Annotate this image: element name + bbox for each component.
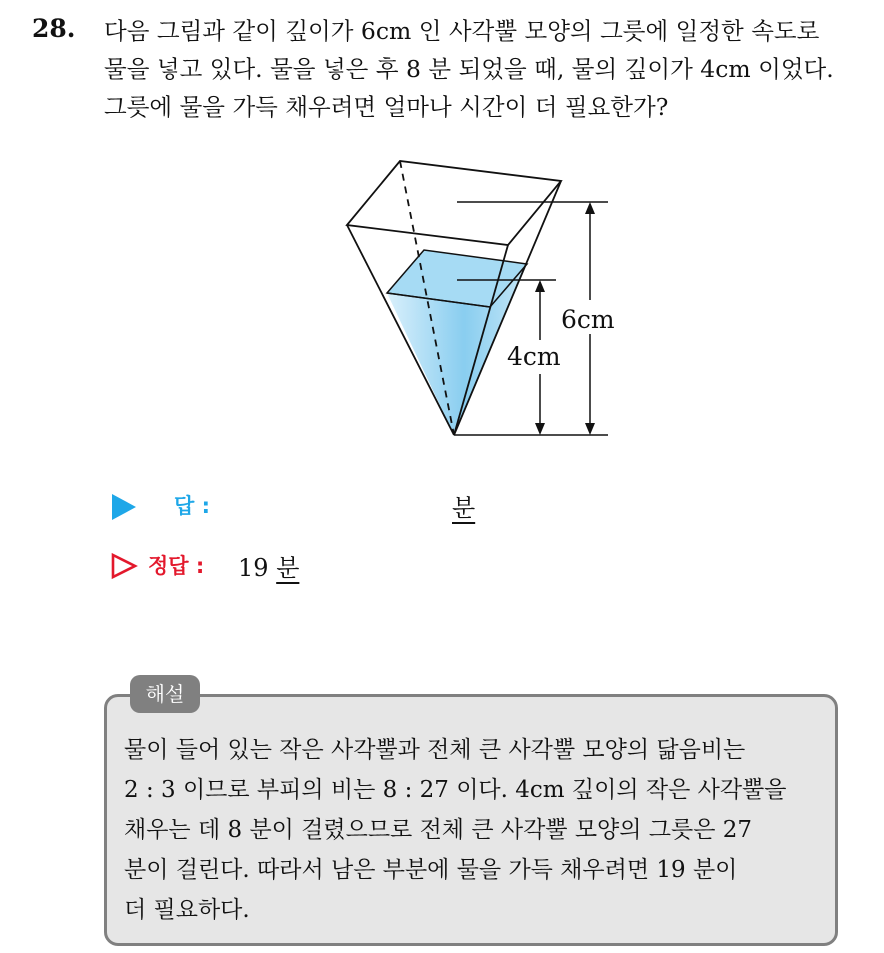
correct-answer-row xyxy=(110,548,530,584)
outline-play-icon xyxy=(110,552,138,580)
answer-unit: 분 xyxy=(452,494,476,522)
explanation-line: 채우는 데 8 분이 걸렸으므로 전체 큰 사각뿔 모양의 그릇은 27 xyxy=(124,817,753,843)
label-4cm: 4cm xyxy=(507,342,561,371)
question-number: 28. xyxy=(32,14,76,43)
correct-label: 정답 : xyxy=(148,554,205,578)
pyramid-figure xyxy=(330,150,630,450)
question-line: 물을 넣고 있다. 물을 넣은 후 8 분 되었을 때, 물의 깊이가 4cm 이었다. xyxy=(104,55,834,83)
play-icon xyxy=(112,494,136,520)
explanation-line: 2 : 3 이므로 부피의 비는 8 : 27 이다. 4cm 깊이의 작은 사각뿔을 xyxy=(124,777,787,803)
correct-unit: 분 xyxy=(276,554,300,582)
explanation-text xyxy=(124,730,834,930)
explanation-line: 분이 걸린다. 따라서 남은 부분에 물을 가득 채우려면 19 분이 xyxy=(124,857,738,883)
label-6cm: 6cm xyxy=(561,305,615,334)
question-line: 다음 그림과 같이 깊이가 6cm 인 사각뿔 모양의 그릇에 일정한 속도로 xyxy=(104,17,820,45)
correct-value xyxy=(238,548,299,583)
explanation-tag: 해설 xyxy=(130,675,200,713)
question-text xyxy=(104,12,874,126)
explanation-line: 물이 들어 있는 작은 사각뿔과 전체 큰 사각뿔 모양의 닮음비는 xyxy=(124,737,746,763)
answer-label: 답 : xyxy=(174,494,210,518)
answer-row xyxy=(110,488,530,524)
correct-number: 19 xyxy=(238,554,269,582)
top-rim xyxy=(347,161,561,245)
question-line: 그릇에 물을 가득 채우려면 얼마나 시간이 더 필요한가? xyxy=(104,93,669,121)
explanation-line: 더 필요하다. xyxy=(124,897,250,923)
